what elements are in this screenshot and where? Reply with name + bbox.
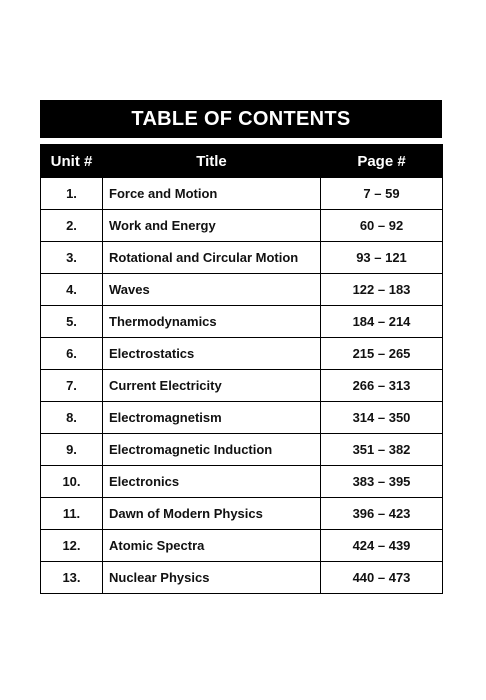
- page-range: 122 – 183: [321, 274, 443, 306]
- page-range: 424 – 439: [321, 530, 443, 562]
- unit-number: 1.: [41, 178, 103, 210]
- unit-title: Rotational and Circular Motion: [103, 242, 321, 274]
- column-header-unit: Unit #: [41, 145, 103, 178]
- table-of-contents: [40, 100, 442, 594]
- table-row: [41, 338, 443, 370]
- table-body: [41, 178, 443, 594]
- unit-title: Atomic Spectra: [103, 530, 321, 562]
- page-range: 314 – 350: [321, 402, 443, 434]
- table-row: [41, 498, 443, 530]
- table-header: [41, 145, 443, 178]
- unit-title: Work and Energy: [103, 210, 321, 242]
- table-row: [41, 434, 443, 466]
- unit-title: Force and Motion: [103, 178, 321, 210]
- table-row: [41, 178, 443, 210]
- unit-number: 10.: [41, 466, 103, 498]
- table-row: [41, 530, 443, 562]
- table-row: [41, 402, 443, 434]
- column-header-page: Page #: [321, 145, 443, 178]
- unit-title: Electromagnetism: [103, 402, 321, 434]
- page-range: 266 – 313: [321, 370, 443, 402]
- page-range: 440 – 473: [321, 562, 443, 594]
- toc-heading: TABLE OF CONTENTS: [40, 100, 442, 138]
- table-row: [41, 210, 443, 242]
- table-row: [41, 306, 443, 338]
- column-header-title: Title: [103, 145, 321, 178]
- page-range: 215 – 265: [321, 338, 443, 370]
- table-row: [41, 562, 443, 594]
- page-range: 7 – 59: [321, 178, 443, 210]
- unit-title: Waves: [103, 274, 321, 306]
- unit-number: 2.: [41, 210, 103, 242]
- unit-number: 3.: [41, 242, 103, 274]
- header-row: [41, 145, 443, 178]
- page-range: 184 – 214: [321, 306, 443, 338]
- unit-title: Nuclear Physics: [103, 562, 321, 594]
- page-range: 93 – 121: [321, 242, 443, 274]
- page-range: 383 – 395: [321, 466, 443, 498]
- unit-number: 6.: [41, 338, 103, 370]
- page-range: 60 – 92: [321, 210, 443, 242]
- unit-number: 4.: [41, 274, 103, 306]
- table-row: [41, 370, 443, 402]
- table-row: [41, 242, 443, 274]
- unit-number: 12.: [41, 530, 103, 562]
- contents-table: [40, 144, 443, 594]
- unit-title: Electrostatics: [103, 338, 321, 370]
- page-range: 396 – 423: [321, 498, 443, 530]
- unit-title: Thermodynamics: [103, 306, 321, 338]
- unit-number: 13.: [41, 562, 103, 594]
- unit-title: Electronics: [103, 466, 321, 498]
- unit-title: Dawn of Modern Physics: [103, 498, 321, 530]
- unit-number: 11.: [41, 498, 103, 530]
- unit-number: 7.: [41, 370, 103, 402]
- unit-number: 8.: [41, 402, 103, 434]
- table-row: [41, 274, 443, 306]
- unit-title: Current Electricity: [103, 370, 321, 402]
- unit-number: 9.: [41, 434, 103, 466]
- page-range: 351 – 382: [321, 434, 443, 466]
- table-row: [41, 466, 443, 498]
- unit-number: 5.: [41, 306, 103, 338]
- unit-title: Electromagnetic Induction: [103, 434, 321, 466]
